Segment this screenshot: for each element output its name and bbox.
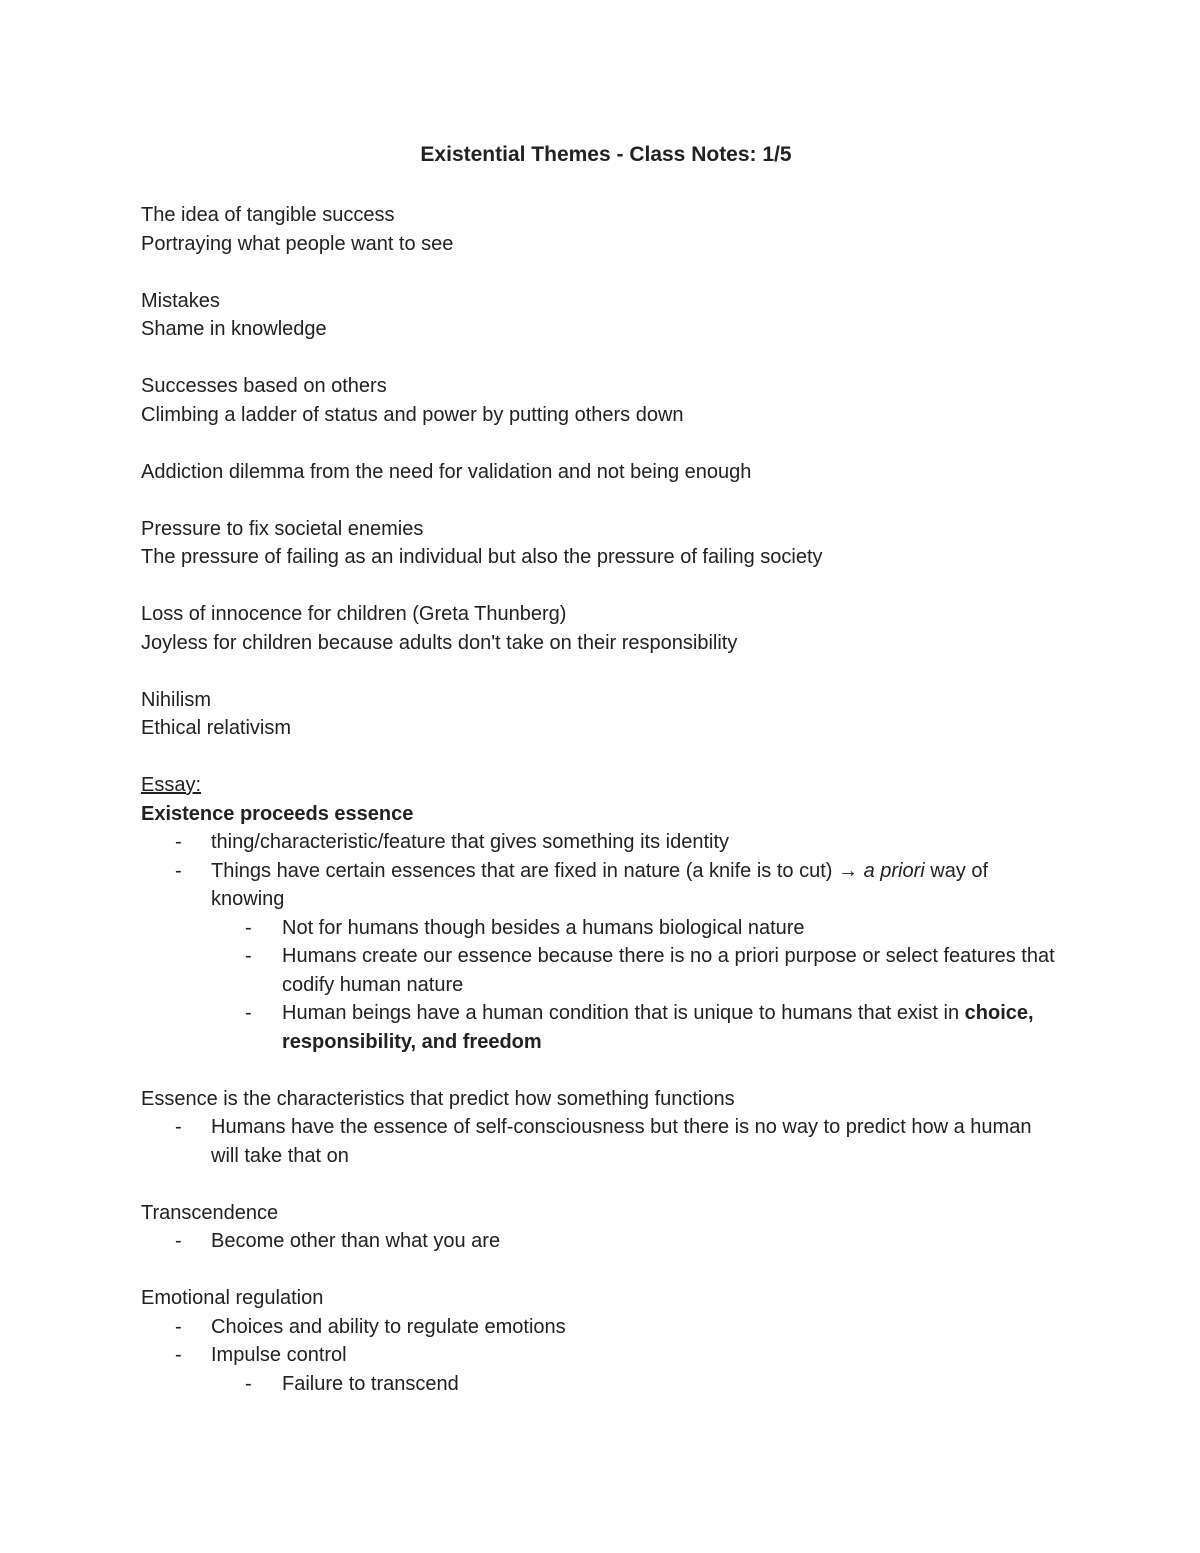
sub-bullet-item — [141, 1370, 1061, 1399]
bullet-text: Impulse control — [211, 1344, 347, 1366]
note-line: Pressure to fix societal enemies — [141, 517, 424, 540]
dash-marker: - — [175, 1344, 182, 1366]
note-line: Mistakes — [141, 289, 220, 312]
dash-marker: - — [175, 1230, 182, 1252]
bullet-text: Choices and ability to regulate emotions — [211, 1315, 566, 1338]
note-line: Portraying what people want to see — [141, 232, 454, 255]
note-line: Shame in knowledge — [141, 318, 327, 340]
note-line: Nihilism — [141, 688, 211, 711]
dash-marker: - — [245, 945, 252, 967]
bullet-item — [141, 1113, 1061, 1170]
note-line: Ethical relativism — [141, 717, 292, 739]
note-line: Addiction dilemma from the need for validation and not being enough — [141, 460, 752, 483]
bullet-text: thing/characteristic/feature that gives something its identity — [211, 831, 730, 853]
note-line: Loss of innocence for children (Greta Thunberg) — [141, 603, 567, 625]
dash-marker: - — [175, 1315, 182, 1338]
section-heading: Essence is the characteristics that predict how something functions — [141, 1087, 735, 1110]
note-line: Climbing a ladder of status and power by putting others down — [141, 403, 684, 426]
sub-bullet-item — [141, 914, 1061, 943]
page-title: Existential Themes - Class Notes: 1/5 — [420, 143, 792, 166]
bullet-text — [211, 857, 1061, 914]
essay-label: Essay: — [141, 774, 202, 796]
bullet-text-part: way of knowing — [211, 859, 989, 910]
dash-marker: - — [245, 1002, 252, 1024]
dash-marker: - — [245, 916, 252, 939]
dash-marker: - — [175, 831, 182, 853]
bullet-text — [282, 999, 1061, 1056]
essay-heading: Existence proceeds essence — [141, 802, 414, 825]
sub-bullet-item — [141, 942, 1061, 999]
section-heading: Emotional regulation — [141, 1287, 324, 1309]
bullet-item — [141, 1341, 1061, 1370]
bullet-text: Humans have the essence of self-consciousness but there is no way to predict how a human will take that on — [211, 1116, 1032, 1167]
bullet-item — [141, 828, 1061, 857]
bullet-text: Become other than what you are — [211, 1230, 501, 1252]
bullet-text-part: Things have certain essences that are fixed in nature (a knife is to cut) → — [211, 859, 864, 882]
sub-bullet-item — [141, 999, 1061, 1056]
section-heading: Transcendence — [141, 1201, 279, 1224]
italic-term: a priori — [863, 859, 925, 882]
bullet-text: Humans create our essence because there is no a priori purpose or select features that codify human nature — [282, 945, 1055, 996]
document-content — [141, 140, 1061, 1398]
bullet-item — [141, 857, 1061, 914]
bullet-text: Failure to transcend — [282, 1372, 459, 1395]
bullet-item — [141, 1313, 1061, 1342]
note-line: Successes based on others — [141, 375, 387, 397]
note-line: Joyless for children because adults don't take on their responsibility — [141, 631, 738, 654]
note-line: The idea of tangible success — [141, 204, 395, 226]
dash-marker: - — [245, 1372, 252, 1395]
bullet-text-part: Human beings have a human condition that is unique to humans that exist in — [282, 1002, 965, 1024]
bold-phrase: choice, responsibility, and freedom — [282, 1002, 1034, 1053]
bullet-item — [141, 1227, 1061, 1256]
dash-marker: - — [175, 859, 182, 882]
note-line: The pressure of failing as an individual but also the pressure of failing society — [141, 546, 823, 568]
dash-marker: - — [175, 1116, 182, 1138]
bullet-text: Not for humans though besides a humans biological nature — [282, 916, 805, 939]
